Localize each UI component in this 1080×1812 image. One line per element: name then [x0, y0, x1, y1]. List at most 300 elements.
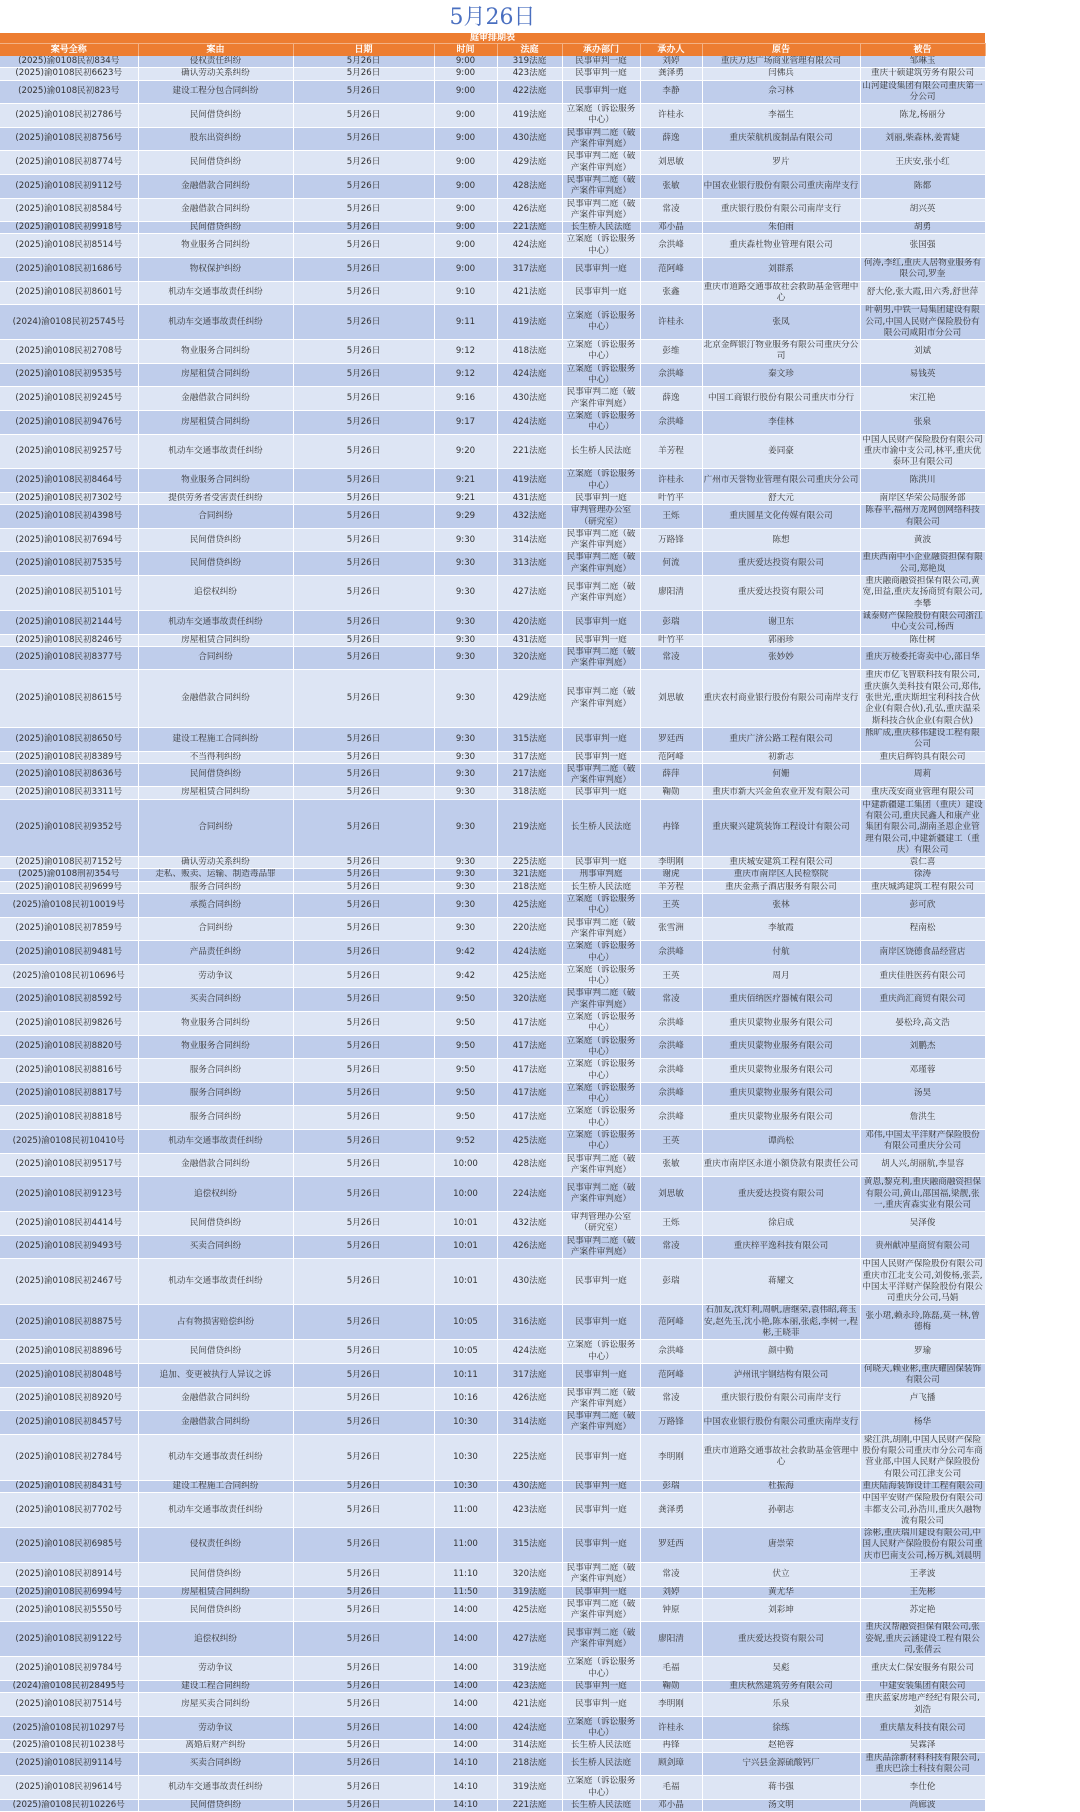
cell-judge: 邓小晶	[640, 222, 702, 234]
cell-plaintiff: 姜同豪	[702, 434, 860, 469]
cell-courtroom: 427法庭	[497, 576, 562, 611]
table-row	[0, 80, 985, 104]
cell-department: 立案庭（诉讼服务中心）	[562, 410, 640, 434]
cell-plaintiff: 重庆万达广场商业管理有限公司	[702, 56, 860, 68]
cell-courtroom: 425法庭	[497, 1130, 562, 1154]
cell-judge: 范阿峰	[640, 258, 702, 282]
cell-date: 5月26日	[293, 988, 434, 1012]
cell-courtroom: 218法庭	[497, 881, 562, 893]
cell-plaintiff: 重庆市道路交通事故社会救助基金管理中心	[703, 281, 859, 303]
cell-defendant: 南岸区华荣公局服务部	[860, 492, 985, 504]
cell-date: 5月26日	[293, 1680, 434, 1692]
cell-date: 5月26日	[293, 56, 434, 68]
cell-judge: 王英	[640, 1130, 702, 1154]
cell-defendant: 重庆鼎友科技有限公司	[860, 1716, 985, 1740]
table-row	[0, 1528, 985, 1563]
cell-case-cause: 提供劳务者受害责任纠纷	[138, 492, 293, 504]
cell-defendant: 舒大伦,张大霞,田六秀,舒世萍	[860, 281, 985, 305]
cell-judge: 薛萍	[640, 763, 702, 787]
cell-date: 5月26日	[293, 941, 434, 965]
cell-date: 5月26日	[293, 469, 434, 493]
table-row	[0, 869, 985, 881]
cell-department: 民事审判二庭（破产案件审判庭）	[562, 387, 640, 411]
cell-date: 5月26日	[293, 1012, 434, 1036]
cell-courtroom: 425法庭	[497, 1598, 562, 1622]
cell-case-number: (2025)渝0108民初9699号	[0, 881, 138, 893]
cell-department: 民事审判一庭	[562, 1493, 640, 1528]
cell-time: 9:21	[434, 469, 497, 493]
cell-courtroom: 425法庭	[497, 894, 562, 918]
header-time: 时间	[434, 44, 497, 57]
cell-case-cause: 服务合同纠纷	[138, 881, 293, 893]
cell-judge: 佘洪峰	[640, 234, 702, 258]
cell-judge: 冉锋	[640, 799, 702, 856]
cell-defendant: 刘斌	[860, 340, 985, 364]
cell-case-number: (2024)渝0108民初25745号	[0, 305, 138, 340]
cell-courtroom: 320法庭	[497, 988, 562, 1012]
cell-case-number: (2025)渝0108民初7694号	[0, 528, 138, 552]
cell-plaintiff: 秦文珍	[702, 363, 860, 387]
cell-case-cause: 承揽合同纠纷	[138, 894, 293, 918]
cell-case-number: (2025)渝0108民初8389号	[0, 751, 138, 763]
cell-courtroom: 418法庭	[497, 340, 562, 364]
table-row	[0, 1740, 985, 1752]
cell-case-cause: 机动车交通事故责任纠纷	[138, 1259, 293, 1305]
cell-defendant: 刘丽,柴森林,姜霄婕	[860, 127, 985, 151]
cell-case-number: (2025)渝0108民初5550号	[0, 1598, 138, 1622]
table-row	[0, 670, 985, 727]
cell-time: 9:29	[434, 505, 497, 529]
cell-date: 5月26日	[293, 234, 434, 258]
cell-case-cause: 房屋租赁合同纠纷	[138, 1586, 293, 1598]
cell-defendant: 晏松玲,高文浩	[860, 1012, 985, 1036]
cell-case-number: (2025)渝0108民初10696号	[0, 964, 138, 988]
cell-plaintiff: 重庆森杜物业管理有限公司	[702, 234, 860, 258]
cell-case-cause: 服务合同纠纷	[138, 1106, 293, 1130]
cell-courtroom: 424法庭	[497, 1716, 562, 1740]
cell-courtroom: 224法庭	[497, 1177, 562, 1212]
cell-case-number: (2025)渝0108民初9481号	[0, 941, 138, 965]
cell-department: 民事审判一庭	[562, 1693, 640, 1717]
cell-plaintiff: 郭丽珍	[702, 634, 860, 646]
table-row	[0, 1622, 985, 1657]
cell-defendant: 重庆融商融资担保有限公司,黄宽,田益,重庆友扬商贸有限公司,李攀	[860, 576, 985, 611]
cell-date: 5月26日	[293, 763, 434, 787]
cell-courtroom: 431法庭	[497, 634, 562, 646]
table-row	[0, 1340, 985, 1364]
cell-date: 5月26日	[293, 881, 434, 893]
cell-defendant: 何涛,李红,重庆人居物业服务有限公司,罗奎	[860, 258, 985, 282]
cell-courtroom: 219法庭	[497, 799, 562, 856]
cell-plaintiff: 重庆市新大兴金鱼农业开发有限公司	[702, 787, 860, 799]
cell-time: 9:00	[434, 151, 497, 175]
cell-defendant: 重庆太仁保安服务有限公司	[860, 1657, 985, 1681]
cell-defendant: 叶朝男,中铁一局集团建设有限公司,中国人民财产保险股份有限公司咸阳市分公司	[860, 305, 985, 340]
table-row	[0, 881, 985, 893]
cell-date: 5月26日	[293, 894, 434, 918]
table-row	[0, 1598, 985, 1622]
cell-defendant: 胡人兴,胡丽航,李显容	[860, 1153, 985, 1177]
cell-plaintiff: 何姗	[702, 763, 860, 787]
cell-courtroom: 419法庭	[497, 469, 562, 493]
table-row	[0, 469, 985, 493]
table-row	[0, 1693, 985, 1717]
cell-defendant: 熊旷成,重庆移伟建设工程有限公司	[860, 727, 985, 751]
cell-date: 5月26日	[293, 1586, 434, 1598]
cell-department: 民事审判二庭（破产案件审判庭）	[562, 1622, 640, 1657]
table-row	[0, 505, 985, 529]
table-row	[0, 964, 985, 988]
cell-case-number: (2025)渝0108民初8920号	[0, 1387, 138, 1411]
cell-department: 民事审判二庭（破产案件审判庭）	[562, 198, 640, 222]
cell-case-cause: 劳动争议	[138, 964, 293, 988]
cell-courtroom: 427法庭	[497, 1622, 562, 1657]
table-row	[0, 68, 985, 80]
cell-plaintiff: 谢卫东	[702, 610, 860, 634]
cell-time: 9:12	[434, 363, 497, 387]
cell-defendant: 徐涛	[860, 869, 985, 881]
cell-judge: 万路锋	[640, 528, 702, 552]
cell-case-cause: 房屋租赁合同纠纷	[138, 634, 293, 646]
cell-defendant: 张小珺,赖永玲,陈磊,莫一林,曾德梅	[860, 1305, 985, 1340]
table-row	[0, 1106, 985, 1130]
cell-case-cause: 建设工程施工合同纠纷	[138, 727, 293, 751]
cell-department: 长生桥人民法庭	[562, 434, 640, 469]
cell-courtroom: 424法庭	[497, 234, 562, 258]
cell-plaintiff: 重庆贝蒙物业服务有限公司	[702, 1082, 860, 1106]
cell-case-number: (2025)渝0108民初7859号	[0, 917, 138, 941]
cell-case-cause: 民间借贷纠纷	[138, 528, 293, 552]
cell-judge: 常凌	[640, 1387, 702, 1411]
cell-plaintiff: 宁兴县金源硫酸钙厂	[702, 1752, 860, 1776]
cell-plaintiff: 重庆农村商业银行股份有限公司南岸支行	[702, 670, 860, 727]
cell-date: 5月26日	[293, 1657, 434, 1681]
cell-case-number: (2025)渝0108民初6985号	[0, 1528, 138, 1563]
cell-case-number: (2025)渝0108民初823号	[0, 80, 138, 104]
cell-time: 9:20	[434, 434, 497, 469]
cell-defendant: 邓伟,中国太平洋财产保险股份有限公司重庆分公司	[860, 1130, 985, 1154]
cell-defendant: 吴泽俊	[860, 1212, 985, 1236]
cell-judge: 张敏	[640, 1153, 702, 1177]
cell-judge: 廖阳清	[640, 1622, 702, 1657]
table-row	[0, 234, 985, 258]
cell-courtroom: 432法庭	[497, 505, 562, 529]
cell-plaintiff: 北京金辉银汀物业服务有限公司重庆分公司	[703, 340, 859, 362]
table-row	[0, 1059, 985, 1083]
cell-courtroom: 319法庭	[497, 1776, 562, 1800]
cell-plaintiff: 中国农业银行股份有限公司重庆南岸支行	[702, 174, 860, 198]
cell-case-cause: 股东出资纠纷	[138, 127, 293, 151]
cell-case-number: (2025)渝0108民初8246号	[0, 634, 138, 646]
cell-time: 9:30	[434, 917, 497, 941]
cell-judge: 张雪洲	[640, 917, 702, 941]
cell-date: 5月26日	[293, 363, 434, 387]
cell-department: 立案庭（诉讼服务中心）	[562, 1106, 640, 1130]
cell-department: 民事审判一庭	[562, 751, 640, 763]
table-row	[0, 1305, 985, 1340]
cell-plaintiff: 李敏霞	[702, 917, 860, 941]
cell-time: 10:11	[434, 1363, 497, 1387]
cell-time: 9:30	[434, 727, 497, 751]
cell-case-cause: 房屋租赁合同纠纷	[138, 787, 293, 799]
table-row	[0, 151, 985, 175]
cell-plaintiff: 重庆贝蒙物业服务有限公司	[702, 1106, 860, 1130]
cell-defendant: 陈洪川	[860, 469, 985, 493]
cell-plaintiff: 颜中勤	[702, 1340, 860, 1364]
cell-plaintiff: 重庆爱达投资有限公司	[702, 1622, 860, 1657]
cell-judge: 李明刚	[640, 1434, 702, 1480]
header-case-number: 案号全称	[0, 44, 138, 57]
cell-department: 长生桥人民法庭	[562, 1752, 640, 1776]
cell-department: 民事审判二庭（破产案件审判庭）	[562, 1177, 640, 1212]
cell-case-cause: 金融借款合同纠纷	[138, 198, 293, 222]
cell-date: 5月26日	[293, 528, 434, 552]
cell-plaintiff: 付航	[702, 941, 860, 965]
table-row	[0, 528, 985, 552]
cell-department: 民事审判二庭（破产案件审判庭）	[562, 1153, 640, 1177]
cell-courtroom: 430法庭	[497, 127, 562, 151]
cell-case-cause: 金融借款合同纠纷	[138, 1387, 293, 1411]
cell-case-number: (2025)渝0108民初8584号	[0, 198, 138, 222]
table-row	[0, 941, 985, 965]
cell-case-cause: 金融借款合同纠纷	[138, 1153, 293, 1177]
cell-case-number: (2025)渝0108民初7702号	[0, 1493, 138, 1528]
cell-plaintiff: 重庆银行股份有限公司南岸支行	[702, 198, 860, 222]
cell-courtroom: 320法庭	[497, 646, 562, 670]
cell-time: 11:50	[434, 1586, 497, 1598]
cell-judge: 刘思敏	[640, 1177, 702, 1212]
cell-defendant: 汤昊	[860, 1082, 985, 1106]
cell-judge: 范阿峰	[640, 1363, 702, 1387]
cell-case-cause: 金融借款合同纠纷	[138, 174, 293, 198]
cell-plaintiff: 重庆贝蒙物业服务有限公司	[702, 1012, 860, 1036]
cell-date: 5月26日	[293, 434, 434, 469]
cell-date: 5月26日	[293, 68, 434, 80]
cell-time: 9:30	[434, 799, 497, 856]
cell-plaintiff: 张凤	[702, 305, 860, 340]
cell-case-cause: 追偿权纠纷	[138, 576, 293, 611]
cell-case-cause: 侵权责任纠纷	[138, 1528, 293, 1563]
cell-case-cause: 建设工程合同纠纷	[138, 1680, 293, 1692]
cell-time: 9:00	[434, 127, 497, 151]
cell-date: 5月26日	[293, 576, 434, 611]
cell-plaintiff: 重庆城安建筑工程有限公司	[702, 857, 860, 869]
cell-case-cause: 占有物损害赔偿纠纷	[138, 1305, 293, 1340]
cell-judge: 常凌	[640, 988, 702, 1012]
cell-defendant: 陈龙,杨丽分	[860, 104, 985, 128]
table-row	[0, 1563, 985, 1587]
cell-time: 10:05	[434, 1305, 497, 1340]
table-row	[0, 1177, 985, 1212]
cell-courtroom: 426法庭	[497, 1235, 562, 1259]
cell-judge: 刘思敏	[640, 670, 702, 727]
cell-judge: 佘洪峰	[640, 1106, 702, 1130]
cell-judge: 张敏	[640, 174, 702, 198]
cell-case-number: (2025)渝0108民初8601号	[0, 281, 138, 305]
cell-courtroom: 417法庭	[497, 1059, 562, 1083]
table-row	[0, 751, 985, 763]
cell-case-cause: 民间借贷纠纷	[138, 151, 293, 175]
table-row	[0, 857, 985, 869]
cell-courtroom: 319法庭	[497, 56, 562, 68]
cell-case-cause: 物业服务合同纠纷	[138, 1035, 293, 1059]
cell-case-number: (2025)渝0108民初10297号	[0, 1716, 138, 1740]
cell-time: 9:50	[434, 988, 497, 1012]
cell-courtroom: 220法庭	[497, 917, 562, 941]
cell-plaintiff: 重庆荣航机废制品有限公司	[702, 127, 860, 151]
cell-plaintiff: 重庆梓平逸科技有限公司	[702, 1235, 860, 1259]
cell-case-cause: 金融借款合同纠纷	[138, 670, 293, 727]
cell-department: 民事审判一庭	[562, 80, 640, 104]
cell-time: 9:50	[434, 1082, 497, 1106]
cell-department: 立案庭（诉讼服务中心）	[562, 1716, 640, 1740]
cell-courtroom: 315法庭	[497, 1528, 562, 1563]
cell-judge: 叶竹平	[640, 492, 702, 504]
header-plaintiff: 原告	[702, 44, 860, 57]
table-row	[0, 363, 985, 387]
table-row	[0, 1363, 985, 1387]
cell-department: 立案庭（诉讼服务中心）	[562, 234, 640, 258]
cell-date: 5月26日	[293, 305, 434, 340]
cell-time: 11:00	[434, 1493, 497, 1528]
cell-department: 长生桥人民法庭	[562, 1740, 640, 1752]
cell-case-number: (2025)渝0108民初8914号	[0, 1563, 138, 1587]
table-row	[0, 894, 985, 918]
table-row	[0, 1680, 985, 1692]
cell-case-number: (2025)渝0108民初5101号	[0, 576, 138, 611]
cell-time: 10:30	[434, 1434, 497, 1480]
cell-department: 民事审判一庭	[562, 1434, 640, 1480]
table-row	[0, 258, 985, 282]
cell-judge: 刘婷	[640, 1586, 702, 1598]
cell-case-number: (2025)渝0108民初8896号	[0, 1340, 138, 1364]
cell-time: 14:00	[434, 1622, 497, 1657]
cell-plaintiff: 重庆爱达投资有限公司	[702, 1177, 860, 1212]
cell-time: 9:30	[434, 552, 497, 576]
cell-date: 5月26日	[293, 552, 434, 576]
table-row	[0, 1153, 985, 1177]
cell-department: 民事审判二庭（破产案件审判庭）	[562, 1563, 640, 1587]
cell-time: 9:00	[434, 104, 497, 128]
cell-courtroom: 318法庭	[497, 787, 562, 799]
cell-defendant: 重庆陆海装饰设计工程有限公司	[860, 1480, 985, 1492]
cell-courtroom: 417法庭	[497, 1012, 562, 1036]
cell-date: 5月26日	[293, 787, 434, 799]
cell-date: 5月26日	[293, 1340, 434, 1364]
cell-judge: 许桂永	[640, 104, 702, 128]
cell-plaintiff: 唐崇荣	[702, 1528, 860, 1563]
cell-date: 5月26日	[293, 1212, 434, 1236]
table-row	[0, 56, 985, 68]
cell-time: 9:30	[434, 751, 497, 763]
cell-date: 5月26日	[293, 222, 434, 234]
cell-date: 5月26日	[293, 1363, 434, 1387]
cell-date: 5月26日	[293, 857, 434, 869]
column-headers	[0, 44, 985, 57]
cell-judge: 钟原	[640, 1598, 702, 1622]
table-row	[0, 1480, 985, 1492]
table-row	[0, 576, 985, 611]
cell-case-cause: 买卖合同纠纷	[138, 988, 293, 1012]
cell-case-number: (2025)渝0108民初2786号	[0, 104, 138, 128]
cell-plaintiff: 初新志	[702, 751, 860, 763]
cell-case-cause: 走私、贩卖、运输、制造毒品罪	[138, 869, 293, 881]
cell-plaintiff: 重庆聚兴建筑装饰工程设计有限公司	[702, 799, 860, 856]
cell-date: 5月26日	[293, 1130, 434, 1154]
cell-courtroom: 321法庭	[497, 869, 562, 881]
cell-time: 9:30	[434, 634, 497, 646]
cell-plaintiff: 泸州讯宇钢结构有限公司	[702, 1363, 860, 1387]
cell-judge: 刘思敏	[640, 151, 702, 175]
table-row	[0, 305, 985, 340]
cell-time: 10:00	[434, 1153, 497, 1177]
cell-courtroom: 221法庭	[497, 222, 562, 234]
cell-time: 9:00	[434, 222, 497, 234]
cell-judge: 佘洪峰	[640, 410, 702, 434]
cell-date: 5月26日	[293, 1776, 434, 1800]
cell-courtroom: 424法庭	[497, 1340, 562, 1364]
cell-date: 5月26日	[293, 80, 434, 104]
cell-time: 14:10	[434, 1776, 497, 1800]
cell-case-cause: 民间借贷纠纷	[138, 1340, 293, 1364]
cell-case-number: (2025)渝0108民初8615号	[0, 670, 138, 727]
cell-judge: 佘洪峰	[640, 363, 702, 387]
cell-case-cause: 物权保护纠纷	[138, 258, 293, 282]
cell-case-cause: 合同纠纷	[138, 799, 293, 856]
cell-defendant: 袁仁喜	[860, 857, 985, 869]
cell-time: 10:30	[434, 1480, 497, 1492]
cell-department: 民事审判一庭	[562, 1363, 640, 1387]
cell-defendant: 王孝波	[860, 1563, 985, 1587]
cell-date: 5月26日	[293, 1480, 434, 1492]
cell-plaintiff: 李福生	[702, 104, 860, 128]
cell-time: 9:00	[434, 68, 497, 80]
cell-judge: 顾剑璋	[640, 1752, 702, 1776]
cell-case-number: (2025)渝0108民初9476号	[0, 410, 138, 434]
cell-defendant: 刘鹏杰	[860, 1035, 985, 1059]
header-judge: 承办人	[640, 44, 702, 57]
table-row	[0, 552, 985, 576]
cell-department: 长生桥人民法庭	[562, 799, 640, 856]
cell-case-cause: 民间借贷纠纷	[138, 1563, 293, 1587]
cell-judge: 常凌	[640, 646, 702, 670]
cell-department: 民事审判一庭	[562, 56, 640, 68]
cell-time: 9:10	[434, 281, 497, 305]
cell-date: 5月26日	[293, 751, 434, 763]
cell-courtroom: 320法庭	[497, 1563, 562, 1587]
table-body	[0, 56, 985, 1812]
cell-courtroom: 313法庭	[497, 552, 562, 576]
cell-courtroom: 429法庭	[497, 151, 562, 175]
cell-courtroom: 424法庭	[497, 410, 562, 434]
cell-defendant: 胡兴英	[860, 198, 985, 222]
cell-date: 5月26日	[293, 258, 434, 282]
cell-defendant: 宋江艳	[860, 387, 985, 411]
cell-date: 5月26日	[293, 634, 434, 646]
cell-department: 民事审判一庭	[562, 1680, 640, 1692]
cell-department: 民事审判二庭（破产案件审判庭）	[562, 576, 640, 611]
cell-date: 5月26日	[293, 1752, 434, 1776]
cell-case-cause: 民间借贷纠纷	[138, 1212, 293, 1236]
cell-date: 5月26日	[293, 610, 434, 634]
cell-case-number: (2025)渝0108民初9826号	[0, 1012, 138, 1036]
cell-judge: 薛逸	[640, 387, 702, 411]
cell-defendant: 重庆蓝家房地产经纪有限公司,刘浩	[860, 1693, 985, 1717]
cell-defendant: 中建安装集团有限公司	[860, 1680, 985, 1692]
cell-defendant: 南岸区饶德食品经营店	[860, 941, 985, 965]
cell-case-cause: 建设工程施工合同纠纷	[138, 1480, 293, 1492]
cell-date: 5月26日	[293, 1259, 434, 1305]
